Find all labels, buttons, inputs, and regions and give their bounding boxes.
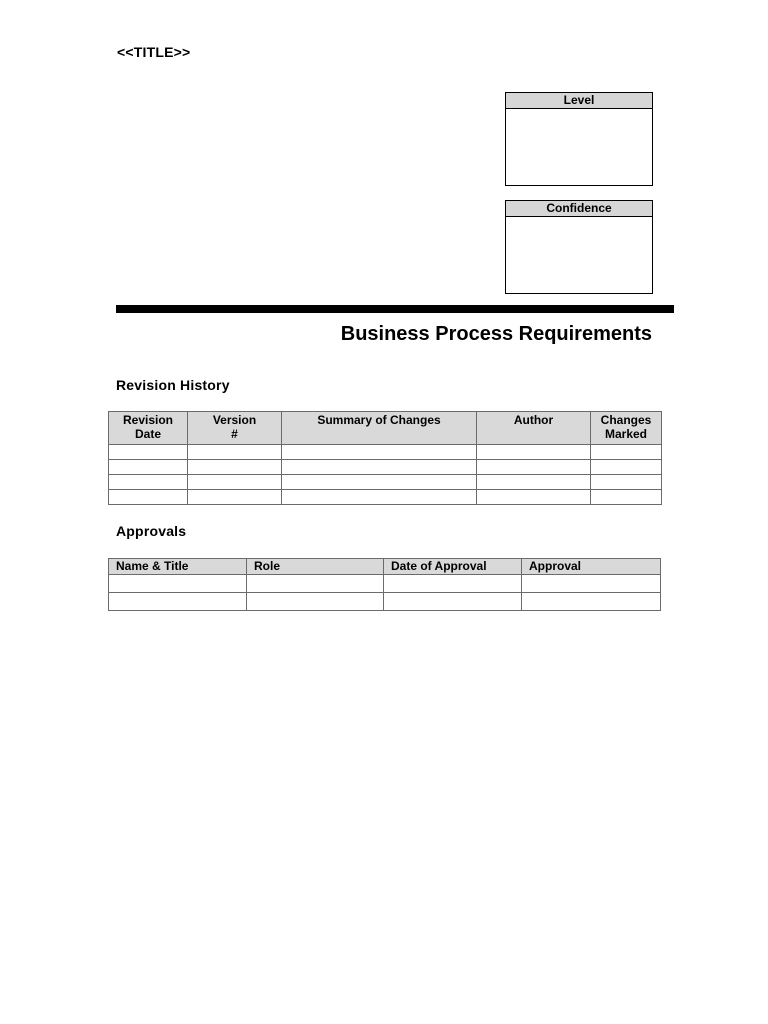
table-row (109, 445, 662, 460)
table-cell[interactable] (477, 460, 591, 475)
table-row (109, 593, 661, 611)
table-cell[interactable] (247, 593, 384, 611)
approvals-heading: Approvals (116, 523, 187, 539)
revision-history-table (108, 411, 662, 505)
section-divider (116, 305, 674, 313)
table-cell[interactable] (188, 490, 282, 505)
column-header-revision-date: Revision Date (109, 412, 188, 445)
table-row (109, 475, 662, 490)
column-header-version: Version # (188, 412, 282, 445)
table-row (109, 460, 662, 475)
table-cell[interactable] (591, 475, 662, 490)
approvals-table (108, 558, 661, 611)
table-cell[interactable] (282, 490, 477, 505)
table-cell[interactable] (109, 475, 188, 490)
page-title: <<TITLE>> (117, 44, 191, 60)
table-cell[interactable] (384, 593, 522, 611)
level-box (505, 92, 653, 186)
table-cell[interactable] (188, 460, 282, 475)
table-cell[interactable] (591, 490, 662, 505)
column-header-summary-of-changes: Summary of Changes (282, 412, 477, 445)
table-cell[interactable] (477, 475, 591, 490)
column-header-role: Role (247, 559, 384, 575)
table-cell[interactable] (522, 575, 661, 593)
confidence-box-body[interactable] (506, 217, 652, 293)
table-cell[interactable] (591, 460, 662, 475)
table-cell[interactable] (109, 460, 188, 475)
table-cell[interactable] (522, 593, 661, 611)
table-row (109, 490, 662, 505)
table-cell[interactable] (109, 575, 247, 593)
column-header-changes-marked: Changes Marked (591, 412, 662, 445)
column-header-date-of-approval: Date of Approval (384, 559, 522, 575)
table-cell[interactable] (188, 475, 282, 490)
document-heading: Business Process Requirements (340, 323, 652, 345)
column-header-name-and-title: Name & Title (109, 559, 247, 575)
table-cell[interactable] (188, 445, 282, 460)
column-header-approval: Approval (522, 559, 661, 575)
table-row (109, 575, 661, 593)
table-cell[interactable] (282, 475, 477, 490)
table-cell[interactable] (384, 575, 522, 593)
table-cell[interactable] (591, 445, 662, 460)
table-cell[interactable] (109, 445, 188, 460)
level-box-header: Level (506, 93, 652, 109)
table-header-row (109, 412, 662, 445)
table-cell[interactable] (477, 490, 591, 505)
table-cell[interactable] (109, 593, 247, 611)
table-cell[interactable] (247, 575, 384, 593)
table-header-row (109, 559, 661, 575)
table-cell[interactable] (282, 460, 477, 475)
revision-history-heading: Revision History (116, 377, 230, 393)
table-cell[interactable] (477, 445, 591, 460)
confidence-box (505, 200, 653, 294)
table-cell[interactable] (282, 445, 477, 460)
confidence-box-header: Confidence (506, 201, 652, 217)
level-box-body[interactable] (506, 109, 652, 185)
column-header-author: Author (477, 412, 591, 445)
table-cell[interactable] (109, 490, 188, 505)
